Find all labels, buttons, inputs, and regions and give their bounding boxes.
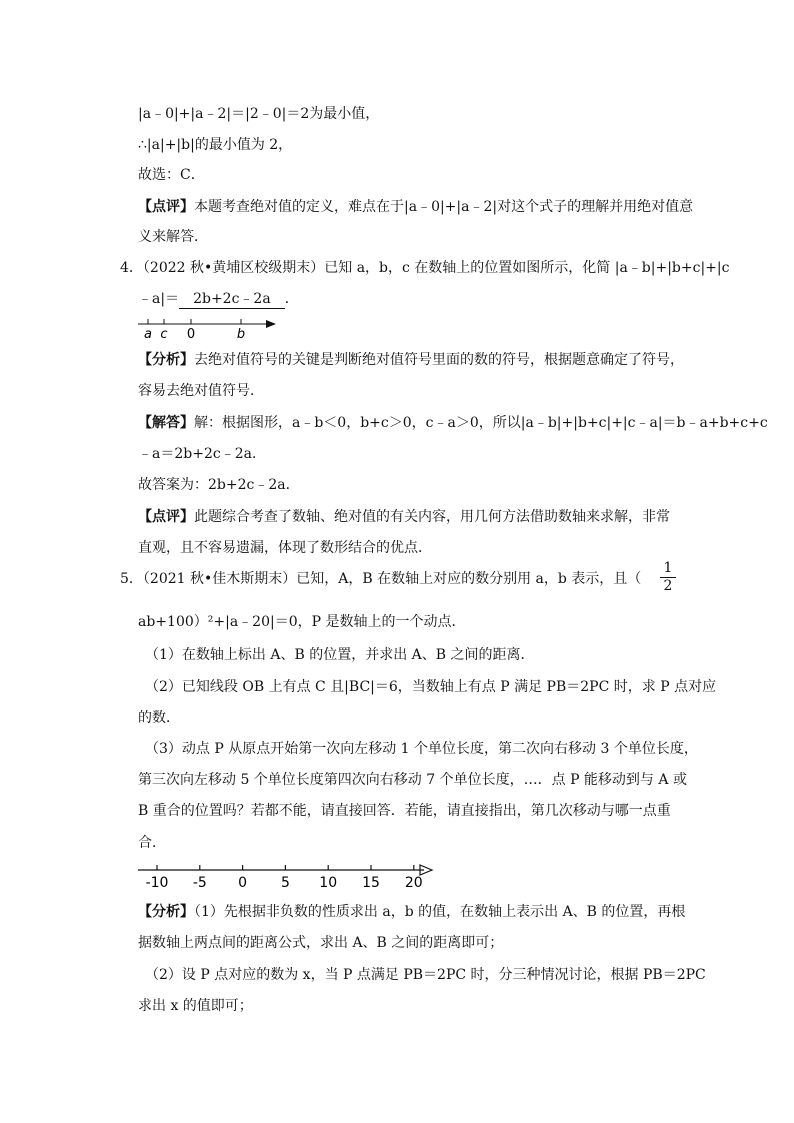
q5-part-1: （1）在数轴上标出 A、B 的位置，并求出 A、B 之间的距离． bbox=[145, 647, 535, 663]
q5-fraction bbox=[660, 560, 676, 595]
comment-text-1: 此题综合考查了数轴、绝对值的有关内容，用几何方法借助数轴来求解，非常 bbox=[194, 509, 670, 525]
prev-line-2: ∴|a|+|b|的最小值为 2， bbox=[138, 137, 293, 153]
comment-tag: 【点评】 bbox=[138, 199, 194, 215]
q5-part-3: （3）动点 P 从原点开始第一次向左移动 1 个单位长度，第二次向右移动 3 个单位长度， bbox=[145, 741, 698, 757]
analysis-text-1: 去绝对值符号的关键是判断绝对值符号里面的数的符号，根据题意确定了符号， bbox=[194, 352, 684, 368]
solution-tag: 【解答】 bbox=[138, 415, 194, 431]
prev-comment-cont: 义来解答． bbox=[138, 229, 208, 245]
fraction-denominator: 2 bbox=[663, 578, 673, 594]
q5-tick-label: -10 bbox=[145, 875, 169, 891]
solution-text-1: 解：根据图形，a﹣b＜0，b+c＞0，c﹣a＞0，所以|a﹣b|+|b+c|+|c﹣a|＝b﹣a+b+c+c bbox=[194, 415, 768, 431]
q5-part-2: （2）已知线段 OB 上有点 C 且|BC|＝6，当数轴上有点 P 满足 PB＝2PC 时，求 P 点对应 bbox=[145, 679, 717, 695]
comment-tag: 【点评】 bbox=[138, 509, 194, 525]
prev-line-3: 故选：C． bbox=[138, 167, 205, 183]
q4-solution-cont: ﹣a＝2b+2c﹣2a． bbox=[138, 446, 266, 462]
analysis-tag: 【分析】 bbox=[138, 352, 194, 368]
q4-question-line-2 bbox=[138, 289, 299, 309]
q5-analysis bbox=[138, 902, 685, 922]
q4-analysis-cont: 容易去绝对值符号． bbox=[138, 383, 264, 399]
q4-axis-arrow bbox=[266, 320, 276, 328]
q5-number-line bbox=[136, 860, 436, 892]
q5-tick-label: 15 bbox=[362, 875, 380, 891]
q5-question-line-1: 5．（2021 秋•佳木斯期末）已知，A，B 在数轴上对应的数分别用 a，b 表示，且（ bbox=[120, 571, 642, 587]
q5-tick-label: 5 bbox=[280, 875, 290, 891]
comment-text-1: 本题考查绝对值的定义，难点在于|a﹣0|+|a﹣2|对这个式子的理解并用绝对值意 bbox=[194, 199, 694, 215]
q4-comment-cont: 直观，且不容易遗漏，体现了数形结合的优点． bbox=[138, 540, 432, 556]
q5-analysis-cont-1: 据数轴上两点间的距离公式，求出 A、B 之间的距离即可； bbox=[138, 935, 504, 951]
q5-analysis-cont-2: 求出 x 的值即可； bbox=[138, 998, 253, 1014]
analysis-tag: 【分析】 bbox=[138, 904, 194, 920]
q5-part-3-cont-3: 合． bbox=[138, 835, 166, 851]
q5-tick-label: 10 bbox=[319, 875, 338, 891]
q4-label-b: b bbox=[236, 327, 246, 342]
fraction-numerator: 1 bbox=[663, 560, 673, 576]
q4-expr-tail: ﹣a|＝ bbox=[138, 291, 180, 307]
q5-part-3-cont-1: 第三次向左移动 5 个单位长度第四次向右移动 7 个单位长度，…．点 P 能移动到与 A 或 bbox=[138, 772, 687, 788]
q5-part-2-cont: 的数． bbox=[138, 710, 180, 726]
q5-part-3-cont-2: B 重合的位置吗？若都不能，请直接回答．若能，请直接指出，第几次移动与哪一点重 bbox=[138, 803, 671, 819]
q5-analysis-part-2: （2）设 P 点对应的数为 x，当 P 点满足 PB＝2PC 时，分三种情况讨论，根据 PB＝2PC bbox=[145, 967, 706, 983]
q4-label-c: c bbox=[160, 327, 168, 342]
q4-label-0: 0 bbox=[186, 327, 196, 342]
q4-answer-blank: 2b+2c﹣2a bbox=[179, 291, 285, 309]
q4-analysis bbox=[138, 350, 684, 370]
q4-label-a: a bbox=[144, 327, 152, 342]
q5-tick-label: 0 bbox=[238, 875, 248, 891]
q4-period: ． bbox=[284, 291, 299, 307]
prev-line-1: |a﹣0|+|a﹣2|＝|2﹣0|＝2为最小值， bbox=[138, 106, 380, 122]
q4-answer: 故答案为：2b+2c﹣2a． bbox=[138, 477, 300, 493]
q4-question-line-1: 4．（2022 秋•黄埔区校级期末）已知 a，b，c 在数轴上的位置如图所示，化简 |a﹣b|+|b+c|+|c bbox=[120, 260, 730, 276]
q4-number-line bbox=[136, 314, 281, 344]
q4-comment bbox=[138, 507, 670, 527]
q4-solution bbox=[138, 413, 768, 433]
q5-question-line-2: ab+100）²+|a﹣20|＝0，P 是数轴上的一个动点． bbox=[138, 614, 466, 630]
q5-tick-label: 20 bbox=[404, 875, 423, 891]
prev-comment bbox=[138, 197, 693, 217]
analysis-text-1: （1）先根据非负数的性质求出 a，b 的值，在数轴上表示出 A、B 的位置，再根 bbox=[194, 904, 686, 920]
q5-tick-label: -5 bbox=[192, 875, 207, 891]
